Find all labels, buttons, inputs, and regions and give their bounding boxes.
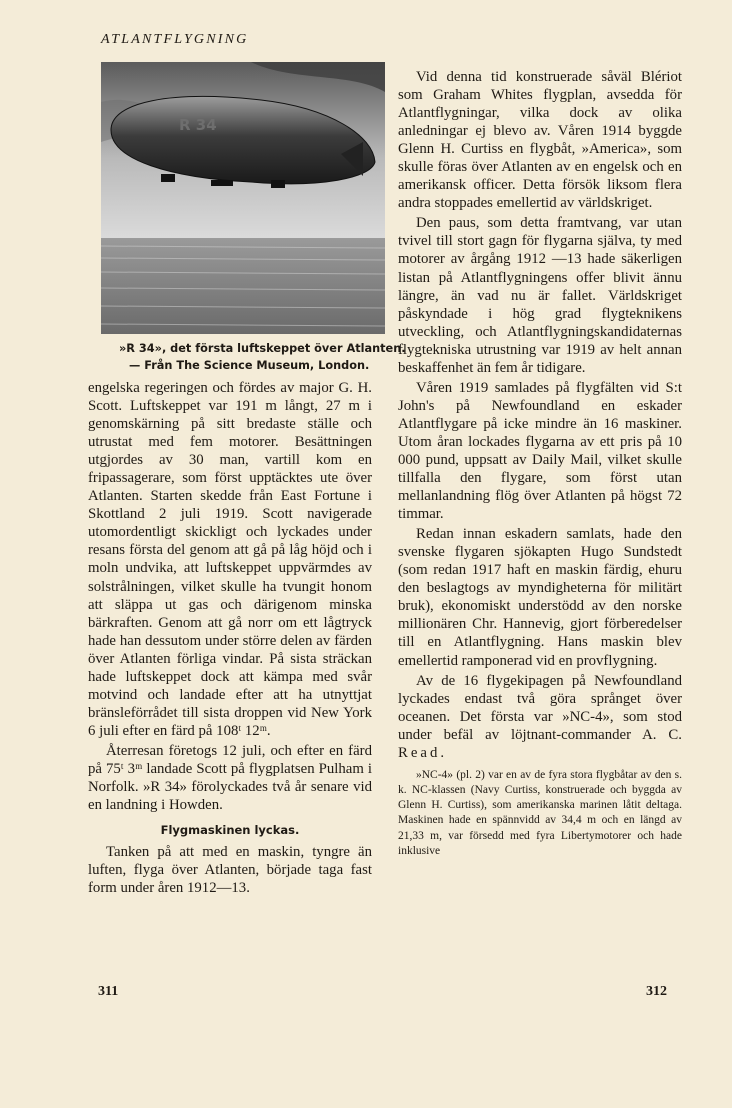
photo-caption: [101, 340, 406, 374]
left-column: [88, 379, 372, 897]
left-paragraph-3: Tanken på att med en maskin, tyngre än luften, flyga över Atlanten, började taga fast form under åren 1912—13.: [88, 844, 372, 897]
right-paragraph-5-text: Av de 16 flygekipagen på Newfoundland lyckades endast två göra språnget över oceanen. Det första var »NC-4», som stod under befäl av löjtnant-commander A. C.: [398, 672, 682, 743]
right-paragraph-2: Den paus, som detta framtvang, var utan tvivel till stort gagn för flygarna själva, ty med motorer av årgång 1912 —13 hade säkerligen listan på Atlantflygningens offer blivit ännu längre, än vad nu är fallet. Världskriget påskyndade i hög grad flygteknikens utveckling, och Atlantflygningskandidaternas flygtekniska utrustning var 1919 av helt annan beskaffenhet än fem år tidigare.: [398, 215, 682, 376]
airship-marking: R 34: [179, 116, 217, 134]
footnote: »NC-4» (pl. 2) var en av de fyra stora flygbåtar av den s. k. NC-klassen (Navy Curtiss, konstruerade och byggda av Glenn H. Curtiss), som amerikanska marinen låtit deltaga. Maskinen hade en spännvidd av 34,4 m och en längd av 21,33 m, var försedd med fyra Libertymotorer och hade inklusive: [398, 768, 682, 857]
left-paragraph-1: engelska regeringen och fördes av major G. H. Scott. Luftskeppet var 191 m långt, 27 m i genomskärning på sitt bredaste ställe och utrustat med fem motorer. Besättningen utgjordes av 30 man, vartill kom en fripassagerare, som först upptäcktes ute över Atlanten. Starten skedde från East Fortune i Skottland 2 juli 1919. Scott navigerade utomordentligt skickligt och lyckades under resans första del genom att gå på låg höjd och i moln undvika, att luftskeppet uppvärmdes av solstrålningen, vilket skulle ha tvungit honom att släppa ut gas och därigenom minska bärkraften. Genom att gå norr om ett lågtryck hade han dessutom under större delen av färden över Atlanten förliga vindar. På sista sträckan hade luftskeppet dock att kämpa med svår motvind och landade efter att ha utnyttjat bränsleförrådet till sista droppen vid New York 6 juli efter en färd på 108ᵗ 12ᵐ.: [88, 380, 372, 739]
caption-line-2: — Från The Science Museum, London.: [129, 359, 370, 372]
page-number-left: 311: [98, 984, 119, 999]
running-head: ATLANTFLYGNING: [101, 32, 249, 47]
sea: [101, 238, 385, 334]
airship-photo: [101, 62, 385, 334]
right-paragraph-4: Redan innan eskadern samlats, hade den svenske flygaren sjökapten Hugo Sundstedt (som redan 1917 haft en maskin färdig, ehuru den beslagtogs av myndigheterna för militärt bruk), ekonomiskt understödd av den norske millionären Chr. Hannevig, gjort förberedelser till en Atlantflygning. Hans maskin blev emellertid ramponerad vid en provflygning.: [398, 526, 682, 669]
commander-name: Read.: [398, 744, 448, 761]
section-subhead: Flygmaskinen lyckas.: [160, 823, 300, 838]
caption-line-1: »R 34», det första luftskeppet över Atlanten.: [119, 342, 406, 355]
right-paragraph-5: [398, 672, 682, 762]
page-number-right: 312: [646, 984, 667, 999]
right-paragraph-1: Vid denna tid konstruerade såväl Blériot som Graham Whites flygplan, avsedda för Atlantflygningar, vilka dock av olika anledningar ej blevo av. Våren 1914 byggde Glenn H. Curtiss en flygbåt, »America», som skulle föras över Atlanten av en engelsk och en amerikansk officer. Detta försök liksom flera andra stoppades emellertid av världskriget.: [398, 69, 682, 212]
airship-illustration: [101, 62, 385, 334]
right-column: [398, 68, 682, 859]
left-paragraph-2: Återresan företogs 12 juli, och efter en färd på 75ᵗ 3ᵐ landade Scott på flygplatsen Pulham i Norfolk. »R 34» förolyckades två år senare vid en landning i Howden.: [88, 742, 372, 814]
right-paragraph-3: Våren 1919 samlades på flygfälten vid S:t John's på Newfoundland en eskader Atlantflygare på icke mindre än 16 maskiner. Utom åran lockades flygarna av ett pris på 10 000 pund, uppsatt av Daily Mail, vilket skulle tillfalla den flygare, som först utan mellanlandning flög över Atlanten på högst 72 timmar.: [398, 379, 682, 523]
